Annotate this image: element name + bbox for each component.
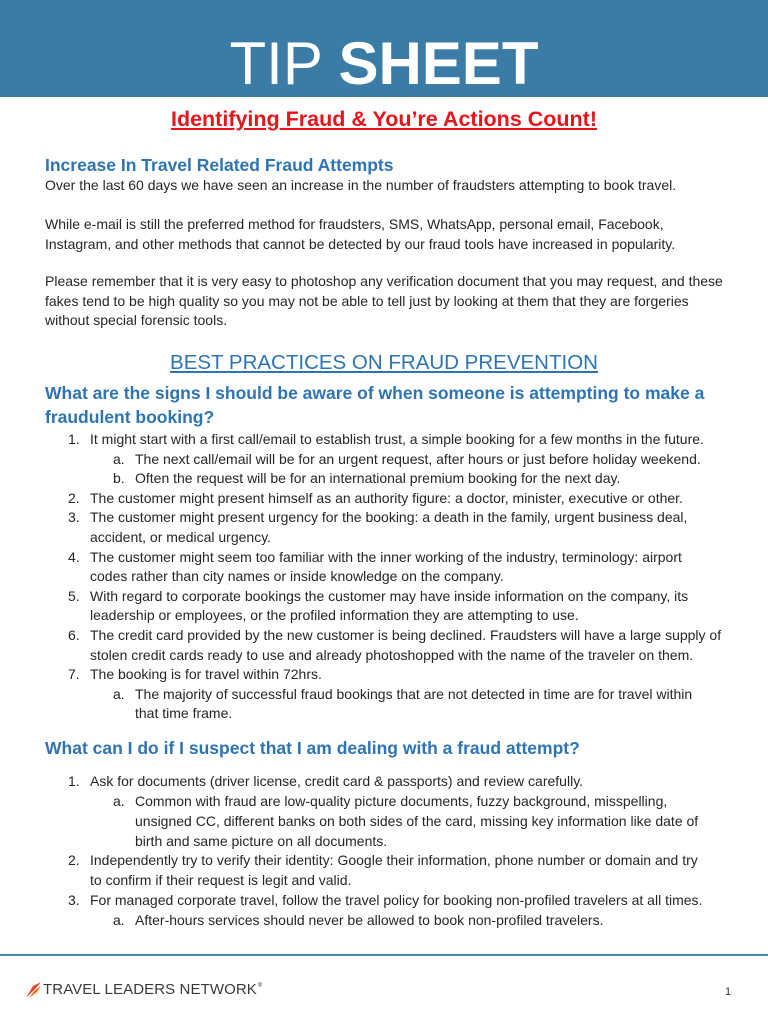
list-marker: 3.: [68, 892, 80, 909]
question-line: fraudulent booking?: [45, 407, 215, 427]
text-line: fakes tend to be high quality so you may not be able to tell just by looking at them that they are forgeries: [45, 292, 689, 309]
text-line: The customer might present urgency for the booking: a death in the family, urgent business deal,: [90, 509, 688, 526]
list-marker: 1.: [68, 773, 80, 789]
list-item: [0, 891, 768, 911]
list-item: [0, 665, 768, 685]
intro-heading: Increase In Travel Related Fraud Attempts: [45, 155, 394, 175]
list-item: [0, 626, 768, 665]
list-marker: a.: [113, 450, 125, 467]
list-marker: a.: [113, 685, 125, 702]
list-item: [0, 851, 768, 891]
text-line: It might start with a first call/email to establish trust, a simple booking for a few months in the future.: [90, 431, 704, 447]
travel-leaders-logo: [25, 980, 262, 1000]
list-item: [0, 772, 768, 792]
title-bold-word: SHEET: [338, 30, 539, 97]
text-line: While e-mail is still the preferred method for fraudsters, SMS, WhatsApp, personal email, Facebook,: [45, 216, 664, 232]
tip-sheet-header: [0, 0, 768, 97]
list-marker: 7.: [68, 666, 80, 683]
sub-list-item: [0, 450, 768, 470]
text-line: Please remember that it is very easy to photoshop any verification document that you may request, and these: [45, 273, 723, 289]
question-line: What are the signs I should be aware of when someone is attempting to make a: [45, 383, 705, 403]
fraud-signs-list: [0, 430, 768, 724]
text-line: birth and same picture on all documents.: [135, 832, 388, 849]
list-marker: 2.: [68, 489, 80, 506]
actions-question: What can I do if I suspect that I am dealing with a fraud attempt?: [45, 738, 580, 758]
list-marker: a.: [113, 792, 125, 809]
page-title: [0, 30, 768, 97]
intro-paragraph-3: [45, 272, 723, 331]
text-line: unsigned CC, different banks on both sides of the card, missing key information like date of: [135, 812, 699, 829]
list-marker: 1.: [68, 431, 80, 447]
intro-paragraph-2: [45, 215, 675, 254]
list-marker: a.: [113, 911, 125, 928]
text-line: that time frame.: [135, 705, 233, 722]
text-line: Over the last 60 days we have seen an increase in the number of fraudsters attempting to book travel.: [45, 177, 677, 193]
text-line: The credit card provided by the new customer is being declined. Fraudsters will have a large supply of: [90, 626, 722, 643]
alert-subtitle: Identifying Fraud & You’re Actions Count!: [170, 107, 597, 131]
list-item: [0, 430, 768, 450]
text-line: accident, or medical urgency.: [90, 528, 272, 545]
sub-list-item: [0, 685, 768, 724]
sub-list-item: [0, 911, 768, 931]
list-item: [0, 489, 768, 509]
list-item: [0, 587, 768, 626]
travel-leaders-flag-icon: [25, 981, 42, 999]
list-marker: 3.: [68, 509, 80, 526]
footer-divider: [0, 954, 768, 956]
best-practices-title: BEST PRACTICES ON FRAUD PREVENTION: [170, 351, 598, 374]
list-marker: 5.: [68, 587, 80, 604]
text-line: The customer might present himself as an authority figure: a doctor, minister, executive or other.: [90, 489, 683, 506]
text-line: The booking is for travel within 72hrs.: [90, 666, 322, 683]
sub-list-item: [0, 792, 768, 852]
sub-list-item: [0, 469, 768, 489]
title-light-word: TIP: [229, 30, 322, 97]
list-marker: 2.: [68, 852, 80, 869]
list-marker: 6.: [68, 626, 80, 643]
text-line: stolen credit cards ready to use and already photoshopped with the name of the traveler on them.: [90, 646, 694, 663]
text-line: Often the request will be for an international premium booking for the next day.: [135, 470, 621, 487]
text-line: Independently try to verify their identity: Google their information, phone number or domain and try: [90, 852, 698, 869]
registered-mark: ®: [257, 983, 263, 989]
text-line: Instagram, and other methods that cannot be detected by our fraud tools have increased in popularity.: [45, 235, 676, 252]
text-line: Common with fraud are low-quality picture documents, fuzzy background, misspelling,: [135, 792, 668, 809]
text-line: The next call/email will be for an urgent request, after hours or just before holiday weekend.: [135, 450, 701, 467]
text-line: Ask for documents (driver license, credit card & passports) and review carefully.: [90, 773, 584, 789]
fraud-actions-list: [0, 772, 768, 931]
text-line: codes rather than city names or inside knowledge on the company.: [90, 568, 504, 585]
intro-paragraph-1: [45, 176, 676, 196]
list-item: [0, 508, 768, 547]
logo-text: TRAVEL LEADERS NETWORK: [43, 981, 257, 998]
text-line: to confirm if their request is legit and valid.: [90, 872, 352, 889]
text-line: without special forensic tools.: [45, 312, 228, 329]
list-marker: 4.: [68, 548, 80, 565]
list-item: [0, 548, 768, 587]
text-line: With regard to corporate bookings the customer may have inside information on the company, its: [90, 587, 689, 604]
page-number: 1: [725, 986, 732, 998]
text-line: After-hours services should never be allowed to book non-profiled travelers.: [135, 911, 604, 928]
list-marker: b.: [113, 470, 125, 487]
signs-question: [45, 381, 704, 429]
text-line: For managed corporate travel, follow the travel policy for booking non-profiled travelers at all times.: [90, 892, 703, 909]
text-line: The customer might seem too familiar with the inner working of the industry, terminology: airport: [90, 548, 682, 565]
text-line: The majority of successful fraud bookings that are not detected in time are for travel within: [135, 685, 693, 702]
text-line: leadership or employees, or the profiled information they are attempting to use.: [90, 607, 579, 624]
